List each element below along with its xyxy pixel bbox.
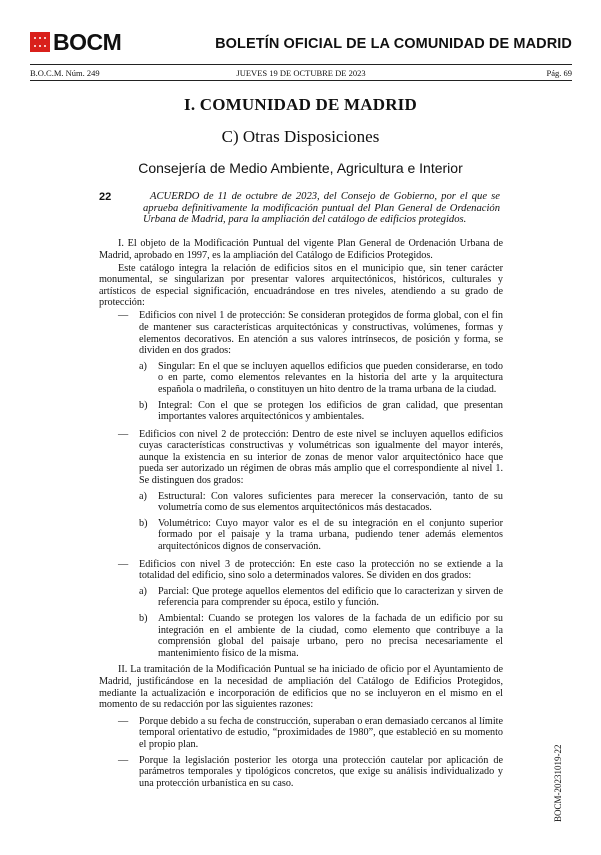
- bocm-logo[interactable]: [30, 29, 122, 55]
- list-item-reason-2: [99, 755, 503, 790]
- dash-marker: —: [118, 715, 129, 727]
- list-item-level-3: [99, 559, 503, 582]
- sublist-label: a): [139, 490, 147, 502]
- level-2-b: Volumétrico: Cuyo mayor valor es el de su integración en el conjunto superior formado por el paisaje y la trama urbana, pudiendo tener además elementos arquitectónicos dignos de conservación.: [158, 517, 503, 553]
- reason-2-text: Porque la legislación posterior les otorga una protección cautelar por aplicación de parámetros temporales y tipológicos concretos, que exige su análisis individualizado y una protección urbanística en su caso.: [139, 754, 503, 789]
- paragraph-2: Este catálogo integra la relación de edificios sitos en el municipio que, sin tener carácter monumental, se singularizan por presentar valores arquitectónicos, históricos, culturales y artísticos de especial significación, encuadrándose en tres niveles, atendiendo a su grado de protección:: [99, 262, 503, 309]
- dash-marker: —: [118, 754, 129, 766]
- level-2-text: Edificios con nivel 2 de protección: Dentro de este nivel se incluyen aquellos edificios cuyas características constructivas y volumétricas son igualmente del mayor interés, aunque la existencia en su interior de zonas de menor valor arquitectónico hace que pueda ser autorizado un régimen de obras más amplio que el correspondiente al nivel 1. Se distinguen dos grados:: [139, 428, 503, 487]
- dash-marker: —: [118, 428, 129, 440]
- reason-1-text: Porque debido a su fecha de construcción, superaban o eran demasiado cercanos al límite temporal orientativo de estudio, “proximidades de 1980”, que estableció en su momento el propio plan.: [139, 715, 503, 750]
- document-body: [99, 238, 503, 793]
- level-1-b: Integral: Con el que se protegen los edificios de gran calidad, que presentan importantes valores arquitectónicos y ambientales.: [158, 399, 503, 423]
- announcement-summary: ACUERDO de 11 de octubre de 2023, del Consejo de Gobierno, por el que se aprueba definitivamente la modificación puntual del Plan General de Ordenación Urbana de Madrid, para la ampliación del catálogo de edificios protegidos.: [143, 191, 500, 226]
- meta-rule: [30, 80, 572, 81]
- department-name: Consejería de Medio Ambiente, Agricultura e Interior: [138, 160, 463, 176]
- sublist-item: [99, 400, 503, 423]
- logo-text: BOCM: [53, 29, 122, 55]
- sublist-label: a): [139, 360, 147, 372]
- level-3-text: Edificios con nivel 3 de protección: En este caso la protección no se extiende a la totalidad del edificio, sino solo a determinados valores. Se dividen en dos grados:: [139, 558, 503, 582]
- header-rule: [30, 64, 572, 65]
- page-number: Pág. 69: [546, 68, 572, 78]
- sublist-item: [99, 613, 503, 659]
- level-2-a: Estructural: Con valores suficientes para merecer la conservación, tanto de su volumetría como de sus elementos arquitectónicos más destacados.: [158, 490, 503, 514]
- level-1-text: Edificios con nivel 1 de protección: Se consideran protegidos de forma global, con el fin de mantener sus características arquitectónicas y constructivas, volúmenes, formas y elementos decorativos. En atención a sus valores intrínsecos, de posición y forma, se dividen en dos grados:: [139, 310, 503, 357]
- sublist-label: b): [139, 399, 148, 411]
- level-1-a: Singular: En el que se incluyen aquellos edificios que pueden considerarse, en todo o en parte, como elementos relevantes en la historia del arte y la arquitectura española o madrileña, o constituyen un hito dentro de la trama urbana de la ciudad.: [158, 360, 503, 395]
- page-header: [30, 29, 572, 60]
- dash-marker: —: [118, 310, 129, 322]
- bulletin-title: BOLETÍN OFICIAL DE LA COMUNIDAD DE MADRID: [215, 36, 572, 52]
- issue-number: B.O.C.M. Núm. 249: [30, 68, 100, 78]
- section-title: I. COMUNIDAD DE MADRID: [184, 95, 417, 114]
- section-subtitle: C) Otras Disposiciones: [221, 127, 380, 146]
- madrid-stars-icon: [30, 32, 50, 52]
- sublist-item: [99, 586, 503, 609]
- issue-date: JUEVES 19 DE OCTUBRE DE 2023: [236, 68, 366, 78]
- side-document-code: BOCM-20231019-22: [553, 744, 563, 822]
- sublist-label: b): [139, 517, 148, 529]
- list-item-reason-1: [99, 716, 503, 751]
- list-item-level-2: [99, 429, 503, 487]
- sublist-item: [99, 491, 503, 514]
- announcement-number: 22: [99, 191, 112, 203]
- list-item-level-1: [99, 310, 503, 356]
- sublist-label: b): [139, 613, 148, 624]
- sublist-item: [99, 518, 503, 553]
- paragraph-3: II. La tramitación de la Modificación Puntual se ha iniciado de oficio por el Ayuntamiento de Madrid, justificándose en la necesidad de ampliación del Catálogo de Edificios Protegidos, mediante la actualización e incorporación de edificios que no se incluyeron en el mismo en el momento de su redacción por las siguientes razones:: [99, 664, 503, 711]
- level-3-a: Parcial: Que protege aquellos elementos del edificio que lo caracterizan y sirven de referencia para comprender su época, estilo y función.: [158, 585, 503, 609]
- level-3-b: Ambiental: Cuando se protegen los valores de la fachada de un edificio por su integración en el ambiente de la ciudad, como elemento que contribuye a la comprensión global del paisaje urbano, pero no precisa necesariamente el mantenimiento físico de la misma.: [158, 613, 503, 659]
- sublist-label: a): [139, 585, 147, 597]
- sublist-item: [99, 361, 503, 396]
- dash-marker: —: [118, 558, 129, 570]
- paragraph-1: I. El objeto de la Modificación Puntual del vigente Plan General de Ordenación Urbana de Madrid, aprobado en 1997, es la ampliación del Catálogo de Edificios Protegidos.: [99, 238, 503, 261]
